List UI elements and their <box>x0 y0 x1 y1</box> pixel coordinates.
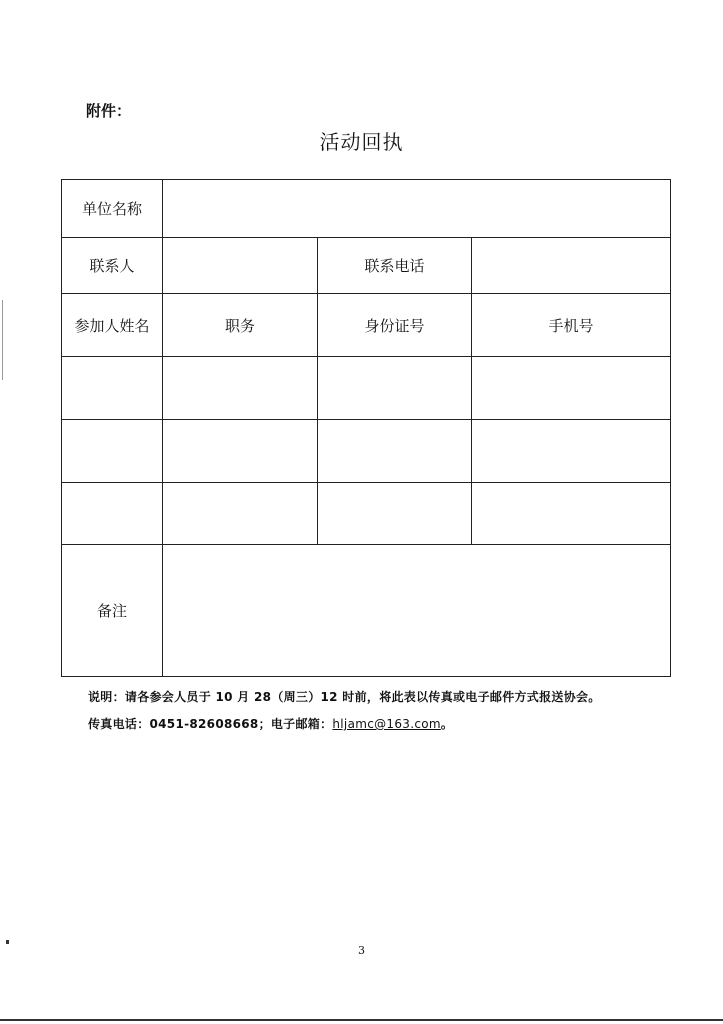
scan-edge-mark <box>2 300 3 380</box>
contact-field[interactable] <box>163 238 318 294</box>
email-link[interactable]: hljamc@163.com <box>332 717 441 731</box>
header-participant-name: 参加人姓名 <box>62 294 163 357</box>
fax-and-email-label: 传真电话：0451-82608668；电子邮箱： <box>88 717 333 731</box>
remarks-label: 备注 <box>62 545 163 677</box>
attachment-label: 附件： <box>86 102 132 120</box>
table-row <box>62 420 671 483</box>
id-number-cell[interactable] <box>318 357 472 420</box>
table-row <box>62 357 671 420</box>
contact-phone-label: 联系电话 <box>318 238 472 294</box>
remarks-field[interactable] <box>163 545 671 677</box>
header-id-number: 身份证号 <box>318 294 472 357</box>
mobile-cell[interactable] <box>472 357 671 420</box>
table-row <box>62 483 671 545</box>
id-number-cell[interactable] <box>318 483 472 545</box>
remarks-row <box>62 545 671 677</box>
participant-name-cell[interactable] <box>62 357 163 420</box>
header-row <box>62 294 671 357</box>
note-end-punctuation: 。 <box>440 717 454 731</box>
mobile-cell[interactable] <box>472 483 671 545</box>
page-title: 活动回执 <box>319 130 404 154</box>
scan-bottom-edge <box>0 1019 723 1021</box>
page-number: 3 <box>358 944 365 957</box>
participant-name-cell[interactable] <box>62 483 163 545</box>
id-number-cell[interactable] <box>318 420 472 483</box>
participant-name-cell[interactable] <box>62 420 163 483</box>
contact-row <box>62 238 671 294</box>
instructions-note: 说明：请各参会人员于 10 月 28（周三）12 时前，将此表以传真或电子邮件方式报送协会。 <box>88 690 601 704</box>
position-cell[interactable] <box>163 420 318 483</box>
unit-name-row <box>62 180 671 238</box>
header-position: 职务 <box>163 294 318 357</box>
unit-name-label: 单位名称 <box>62 180 163 238</box>
scan-speck <box>6 940 9 944</box>
mobile-cell[interactable] <box>472 420 671 483</box>
unit-name-field[interactable] <box>163 180 671 238</box>
contact-phone-field[interactable] <box>472 238 671 294</box>
contact-label: 联系人 <box>62 238 163 294</box>
contact-info-note <box>88 715 453 732</box>
header-mobile: 手机号 <box>472 294 671 357</box>
position-cell[interactable] <box>163 357 318 420</box>
reply-form-table <box>61 179 671 677</box>
position-cell[interactable] <box>163 483 318 545</box>
